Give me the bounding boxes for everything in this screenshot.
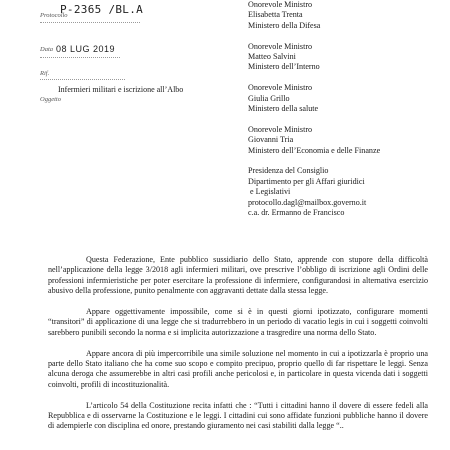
recipient-line: Onorevole Ministro [248,83,313,93]
rif-rule [40,78,125,80]
recipient-block [248,125,448,156]
data-rule [40,56,120,58]
recipient-block [248,166,448,218]
recipient-block [248,83,448,114]
recipient-line: Ministero della salute [248,104,319,114]
recipient-line: Onorevole Ministro [248,41,313,51]
recipient-line: Ministero della Difesa [248,20,321,30]
protocollo-value: P-2365 /BL.A [60,3,144,16]
recipient-email: protocollo.dagl@mailbox.governo.it [248,197,367,207]
letter-body [48,255,428,432]
date-stamp: 08 LUG 2019 [56,44,116,54]
body-paragraph: Appare ancora di più impercorribile una simile soluzione nel momento in cui a ipotizzarla è proprio una parte dello Stato italiano che ha come suo scopo e compito precipuo, proprio quello di far rispettare le leggi. Senza alcuna deroga che assumerebbe in altri casi profili anche pericolosi e, in particolare in questa vicenda dati i soggetti coinvolti, profili di incostituzionalità. [48,348,428,389]
body-paragraph: Appare oggettivamente impossibile, come si è in questi giorni ipotizzato, configurare momenti “transitori” di applicazione di una legge che si tradurrebbero in un periodo di vacatio legis in cui i soggetti coinvolti sarebbero punibili secondo la norma e si implicita autorizzazione a trasgredire una norma dello Stato. [48,307,428,337]
subject-line: Infermieri militari e iscrizione all’Albo [58,85,184,94]
oggetto-label: Oggetto [40,96,61,103]
rif-label: Rif. [40,70,50,77]
recipient-line: Onorevole Ministro [248,124,313,134]
recipient-block [248,0,448,31]
recipient-line: Dipartimento per gli Affari giuridici [248,176,365,186]
recipient-line: Giovanni Tria [248,135,294,145]
recipient-line: Ministero dell’Interno [248,62,320,72]
body-paragraph: L’articolo 54 della Costituzione recita infatti che : “Tutti i cittadini hanno il dovere di essere fedeli alla Repubblica e di osservarne la Costituzione e le leggi. I cittadini cui sono affidate funzioni pubbliche hanno il dovere di adempierle con disciplina ed onore, prestando giuramento nei casi stabiliti dalla legge “.. [48,400,428,431]
recipient-line: Elisabetta Trenta [248,10,303,20]
recipients [248,0,448,229]
recipient-line: Matteo Salvini [248,52,296,62]
recipient-line: Ministero dell’Economia e delle Finanze [248,145,381,155]
recipient-line: c.a. dr. Ermanno de Francisco [248,208,345,218]
protocollo-label: Protocollo [40,12,68,19]
recipient-line: e Legislativi [248,187,291,197]
protocollo-rule [40,21,140,23]
recipient-line: Giulia Grillo [248,93,290,103]
recipient-block [248,42,448,73]
recipient-line: Presidenza del Consiglio [248,166,329,176]
recipient-line: Onorevole Ministro [248,0,313,9]
data-label: Data [40,46,53,53]
body-paragraph: Questa Federazione, Ente pubblico sussidiario dello Stato, apprende con stupore della difficoltà nell’applicazione della legge 3/2018 agli infermieri militari, ove prescrive l’obbligo di iscrizione agli Ordini delle professioni infermieristiche per poter esercitare la professione di infermiere, configurandosi in alternativa esercizio abusivo della professione, punito penalmente con aggravanti dettate dalla stessa legge. [48,255,428,296]
